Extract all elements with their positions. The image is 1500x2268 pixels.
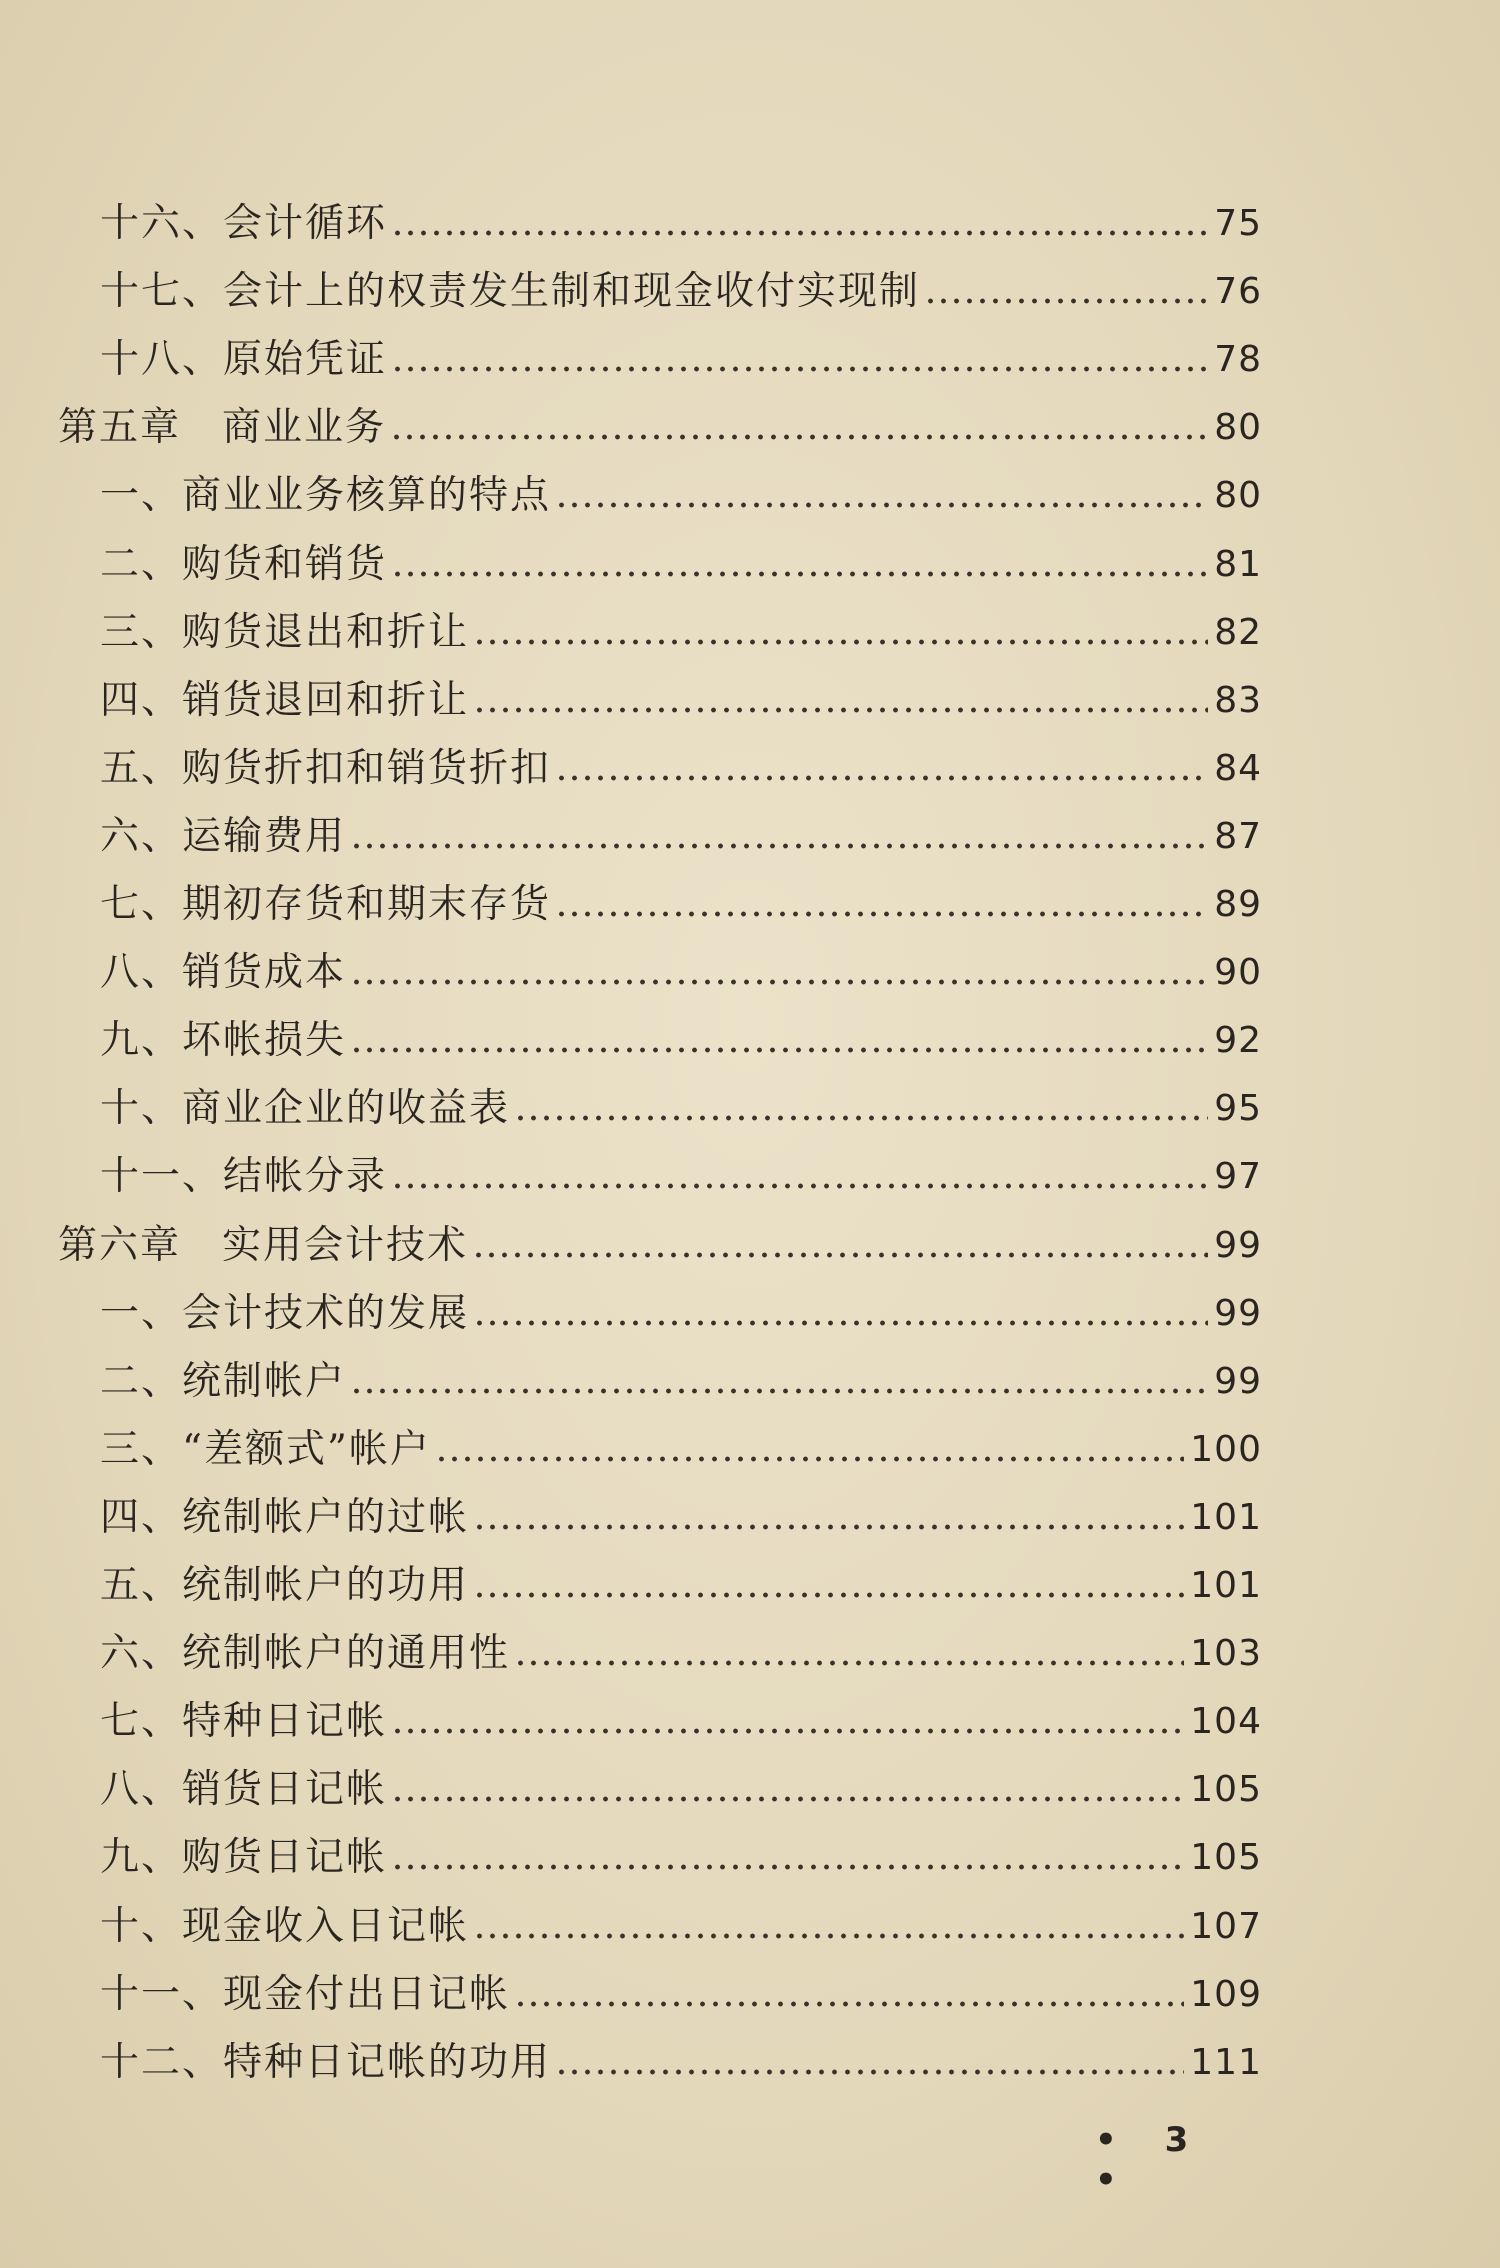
toc-section-entry — [100, 2035, 1262, 2091]
dot-leader — [473, 1558, 1184, 1614]
dot-leader — [514, 1626, 1184, 1682]
toc-entry-title: 第六章 实用会计技术 — [58, 1222, 469, 1268]
toc-section-entry — [100, 605, 1262, 661]
dot-leader — [391, 1149, 1208, 1205]
toc-section-entry — [100, 332, 1262, 388]
dot-leader — [473, 1490, 1184, 1546]
toc-section-entry — [100, 809, 1262, 865]
dot-leader — [391, 537, 1208, 593]
toc-chapter-entry — [58, 1218, 1262, 1274]
toc-section-entry — [100, 1354, 1262, 1410]
toc-entry-title: 四、销货退回和折让 — [100, 677, 470, 723]
toc-entry-page-number: 84 — [1214, 747, 1262, 789]
toc-entry-page-number: 101 — [1190, 1496, 1262, 1538]
toc-entry-page-number: 87 — [1214, 815, 1262, 857]
toc-section-entry — [100, 468, 1262, 524]
page-number: • 3 • — [1095, 2120, 1207, 2200]
toc-entry-page-number: 82 — [1214, 611, 1262, 653]
toc-entry-page-number: 100 — [1190, 1428, 1262, 1470]
dot-leader — [514, 1081, 1208, 1137]
toc-entry-page-number: 105 — [1190, 1769, 1262, 1811]
toc-entry-title: 六、运输费用 — [100, 813, 347, 859]
toc-entry-title: 十、现金收入日记帐 — [100, 1903, 470, 1949]
toc-entry-page-number: 111 — [1190, 2041, 1262, 2083]
toc-entry-page-number: 97 — [1214, 1156, 1262, 1198]
toc-entry-title: 四、统制帐户的过帐 — [100, 1494, 470, 1540]
toc-section-entry — [100, 1422, 1262, 1478]
toc-entry-title: 十一、现金付出日记帐 — [100, 1971, 511, 2017]
toc-section-entry — [100, 945, 1262, 1001]
toc-entry-page-number: 76 — [1214, 271, 1262, 313]
toc-section-entry — [100, 1149, 1262, 1205]
dot-leader — [555, 877, 1208, 933]
toc-entry-title: 八、销货日记帐 — [100, 1767, 388, 1813]
toc-entry-page-number: 75 — [1214, 203, 1262, 244]
toc-section-entry — [100, 264, 1262, 320]
toc-section-entry — [100, 1899, 1262, 1955]
dot-leader — [391, 196, 1208, 252]
toc-entry-title: 一、商业业务核算的特点 — [100, 473, 552, 519]
toc-section-entry — [100, 877, 1262, 933]
toc-entry-page-number: 99 — [1214, 1224, 1262, 1266]
toc-section-entry — [100, 1967, 1262, 2023]
toc-entry-page-number: 81 — [1214, 543, 1262, 585]
toc-entry-page-number: 104 — [1190, 1701, 1262, 1743]
toc-entry-page-number: 90 — [1214, 952, 1262, 994]
toc-entry-title: 二、购货和销货 — [100, 541, 388, 587]
toc-entry-page-number: 101 — [1190, 1565, 1262, 1606]
toc-section-entry — [100, 537, 1262, 593]
toc-entry-title: 六、统制帐户的通用性 — [100, 1631, 511, 1677]
toc-section-entry — [100, 741, 1262, 797]
toc-section-entry — [100, 1694, 1262, 1750]
toc-entry-title: 七、特种日记帐 — [100, 1699, 388, 1745]
toc-entry-title: 二、统制帐户 — [100, 1358, 347, 1404]
toc-entry-title: 十一、结帐分录 — [100, 1154, 388, 1200]
dot-leader — [391, 1694, 1184, 1750]
dot-leader — [473, 673, 1208, 729]
dot-leader — [472, 1218, 1208, 1274]
toc-entry-title: 第五章 商业业务 — [58, 405, 387, 451]
dot-leader — [473, 1899, 1184, 1955]
dot-leader — [350, 945, 1208, 1001]
toc-entry-page-number: 78 — [1214, 339, 1262, 381]
dot-leader — [350, 1013, 1208, 1069]
toc-section-entry — [100, 1558, 1262, 1614]
toc-entry-page-number: 80 — [1214, 407, 1262, 449]
toc-entry-page-number: 92 — [1214, 1020, 1262, 1062]
dot-leader — [555, 2035, 1184, 2091]
toc-entry-title: 五、统制帐户的功用 — [100, 1563, 470, 1608]
dot-leader — [555, 468, 1208, 524]
dot-leader — [391, 1762, 1184, 1818]
dot-leader — [514, 1967, 1184, 2023]
toc-entry-page-number: 99 — [1214, 1292, 1262, 1334]
toc-section-entry — [100, 1081, 1262, 1137]
toc-section-entry — [100, 1626, 1262, 1682]
toc-entry-title: 十、商业企业的收益表 — [100, 1086, 511, 1132]
dot-leader — [555, 741, 1208, 797]
toc-entry-title: 三、“差额式”帐户 — [100, 1426, 431, 1472]
toc-section-entry — [100, 673, 1262, 729]
toc-entry-title: 九、坏帐损失 — [100, 1018, 347, 1064]
dot-leader — [350, 1354, 1208, 1410]
toc-entry-page-number: 105 — [1190, 1837, 1262, 1879]
toc-entry-page-number: 83 — [1214, 679, 1262, 721]
dot-leader — [924, 264, 1208, 320]
toc-entry-page-number: 99 — [1214, 1360, 1262, 1402]
toc-section-entry — [100, 1490, 1262, 1546]
toc-entry-title: 十二、特种日记帐的功用 — [100, 2039, 552, 2085]
dot-leader — [473, 1286, 1208, 1342]
toc-section-entry — [100, 196, 1262, 252]
dot-leader — [390, 400, 1208, 456]
toc-section-entry — [100, 1830, 1262, 1886]
toc-entry-page-number: 89 — [1214, 884, 1262, 925]
dot-leader — [435, 1422, 1184, 1478]
toc-entry-title: 十六、会计循环 — [100, 201, 388, 246]
toc-entry-title: 一、会计技术的发展 — [100, 1290, 470, 1336]
dot-leader — [350, 809, 1208, 865]
toc-entry-title: 五、购货折扣和销货折扣 — [100, 745, 552, 791]
toc-chapter-entry — [58, 400, 1262, 456]
toc-entry-page-number: 103 — [1190, 1633, 1262, 1675]
dot-leader — [391, 332, 1208, 388]
toc-section-entry — [100, 1286, 1262, 1342]
toc-entry-title: 十七、会计上的权责发生制和现金收付实现制 — [100, 269, 921, 315]
toc-entry-title: 九、购货日记帐 — [100, 1835, 388, 1881]
toc-entry-title: 三、购货退出和折让 — [100, 609, 470, 655]
toc-entry-page-number: 107 — [1190, 1905, 1262, 1947]
toc-entry-title: 十八、原始凭证 — [100, 337, 388, 383]
toc-section-entry — [100, 1013, 1262, 1069]
toc-entry-title: 七、期初存货和期末存货 — [100, 882, 552, 927]
toc-section-entry — [100, 1762, 1262, 1818]
toc-entry-page-number: 109 — [1190, 1973, 1262, 2015]
toc-entry-page-number: 80 — [1214, 475, 1262, 517]
toc-entry-title: 八、销货成本 — [100, 950, 347, 996]
dot-leader — [391, 1830, 1184, 1886]
toc-entry-page-number: 95 — [1214, 1088, 1262, 1130]
dot-leader — [473, 605, 1208, 661]
